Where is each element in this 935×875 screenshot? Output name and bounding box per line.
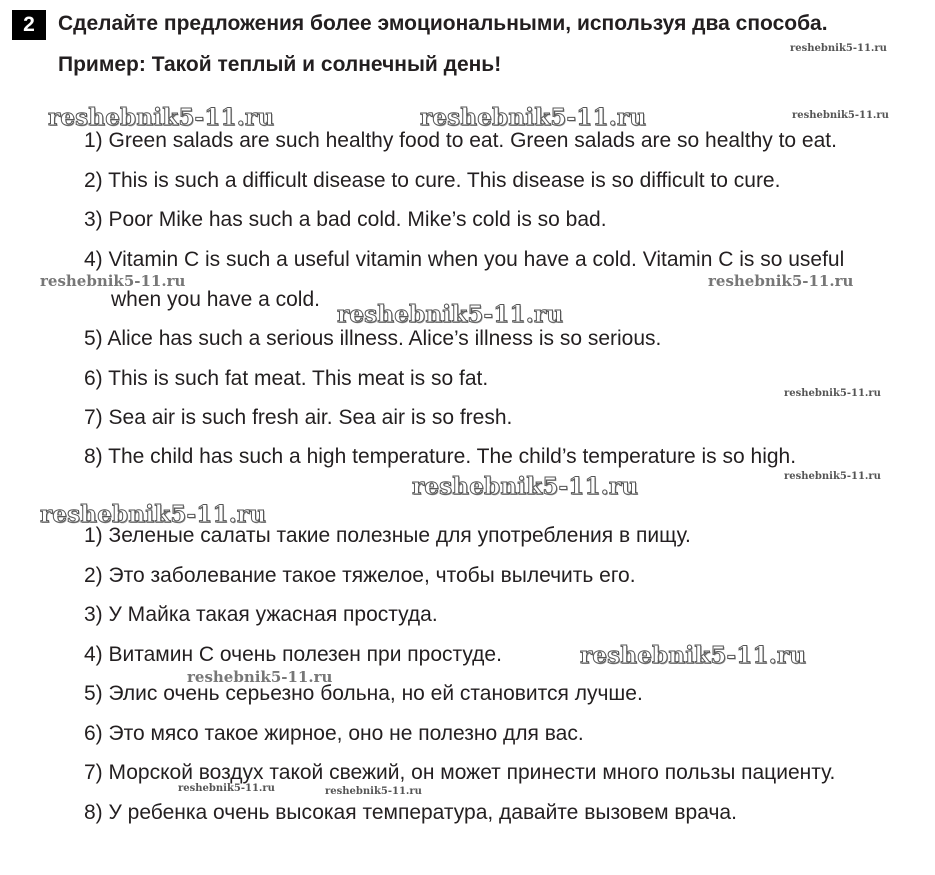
english-answer-7: 7) Sea air is such fresh air. Sea air is so fresh. [84, 406, 513, 429]
english-answer-6: 6) This is such fat meat. This meat is so fat. [84, 367, 489, 390]
russian-answer-3: 3) У Майка такая ужасная простуда. [84, 603, 438, 626]
watermark: reshebnik5-11.ru [792, 110, 889, 121]
watermark: reshebnik5-11.ru [337, 301, 564, 328]
english-answer-3: 3) Poor Mike has such a bad cold. Mike’s cold is so bad. [84, 208, 607, 231]
watermark: reshebnik5-11.ru [708, 272, 854, 290]
watermark: reshebnik5-11.ru [580, 642, 807, 669]
russian-answer-6: 6) Это мясо такое жирное, оно не полезно для вас. [84, 722, 584, 745]
russian-answer-1: 1) Зеленые салаты такие полезные для употребления в пищу. [84, 524, 691, 547]
watermark: reshebnik5-11.ru [420, 104, 647, 131]
task-title: Сделайте предложения более эмоциональными, используя два способа. [58, 12, 828, 35]
english-answer-4-continued: when you have a cold. [111, 288, 320, 311]
russian-answer-4: 4) Витамин С очень полезен при простуде. [84, 643, 502, 666]
russian-answer-8: 8) У ребенка очень высокая температура, давайте вызовем врача. [84, 801, 737, 824]
watermark: reshebnik5-11.ru [178, 783, 275, 794]
russian-answer-2: 2) Это заболевание такое тяжелое, чтобы вылечить его. [84, 564, 636, 587]
english-answer-2: 2) This is such a difficult disease to cure. This disease is so difficult to cure. [84, 169, 781, 192]
english-answer-1: 1) Green salads are such healthy food to eat. Green salads are so healthy to eat. [84, 129, 837, 152]
task-number-badge: 2 [12, 10, 46, 40]
watermark: reshebnik5-11.ru [40, 272, 186, 290]
english-answer-4: 4) Vitamin C is such a useful vitamin when you have a cold. Vitamin C is so useful [84, 248, 845, 271]
russian-answer-7: 7) Морской воздух такой свежий, он может принести много пользы пациенту. [84, 761, 836, 784]
watermark: reshebnik5-11.ru [412, 473, 639, 500]
watermark: reshebnik5-11.ru [187, 668, 333, 686]
watermark: reshebnik5-11.ru [784, 388, 881, 399]
english-answer-8: 8) The child has such a high temperature. The child’s temperature is so high. [84, 445, 797, 468]
task-example: Пример: Такой теплый и солнечный день! [58, 53, 502, 76]
watermark: reshebnik5-11.ru [40, 501, 267, 528]
watermark: reshebnik5-11.ru [784, 471, 881, 482]
watermark: reshebnik5-11.ru [48, 104, 275, 131]
watermark: reshebnik5-11.ru [790, 43, 887, 54]
watermark: reshebnik5-11.ru [325, 786, 422, 797]
russian-answer-5: 5) Элис очень серьезно больна, но ей становится лучше. [84, 682, 643, 705]
english-answer-5: 5) Alice has such a serious illness. Alice’s illness is so serious. [84, 327, 662, 350]
